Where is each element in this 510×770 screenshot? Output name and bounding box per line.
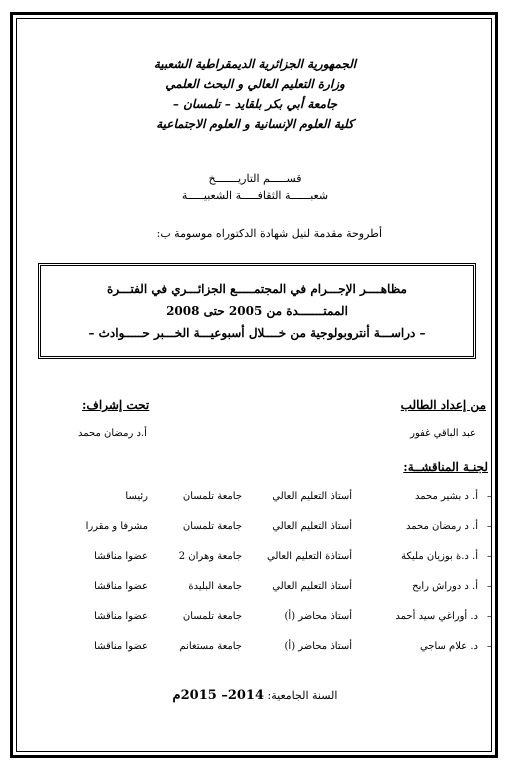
- member-name: أ. د.ة بوزيان مليكة: [401, 551, 478, 562]
- member-role: عضوا مناقشا: [94, 551, 148, 562]
- list-dash: –: [487, 491, 492, 502]
- member-rank: أستاذ التعليم العالي: [272, 521, 352, 532]
- member-university: جامعة تلمسان: [182, 611, 242, 622]
- department-block: [40, 170, 470, 204]
- republic-line: الجمهورية الجزائرية الديمقراطية الشعبية: [153, 57, 357, 71]
- thesis-intro: أطروحة مقدمة لنيل شهادة الدكتوراه موسومة ب:: [156, 227, 382, 240]
- member-name: د. أوراغي سيد أحمد: [395, 611, 478, 622]
- ministry-line: وزارة التعليم العالي و البحث العلمي: [165, 77, 345, 91]
- member-role: مشرفا و مقررا: [85, 521, 148, 532]
- member-university: جامعة البليدة: [188, 581, 242, 592]
- member-rank: أستاذة التعليم العالي: [267, 551, 352, 562]
- member-role: عضوا مناقشا: [94, 611, 148, 622]
- list-dash: –: [487, 521, 492, 532]
- member-rank: أستاذ التعليم العالي: [272, 581, 352, 592]
- list-dash: –: [487, 611, 492, 622]
- member-rank: أستاذ محاضر (أ): [284, 641, 352, 652]
- member-name: د. علام ساجي: [419, 641, 478, 652]
- thesis-title-box: [38, 263, 476, 359]
- member-rank: أستاذ محاضر (أ): [284, 611, 352, 622]
- list-dash: –: [487, 641, 492, 652]
- department-name: قســـــم التاريـــــــخ: [208, 172, 302, 185]
- prepared-by-label: من إعداد الطالب: [400, 398, 486, 412]
- supervision-label: تحت إشراف:: [82, 398, 150, 412]
- thesis-title-line-1: مظاهــــر الإجـــرام في المجتمـــــع الجزائـــري في الفتـــرة: [107, 282, 407, 296]
- committee-list: [18, 491, 492, 671]
- committee-row: [18, 551, 492, 581]
- thesis-title-line-2: الممتـــــــدة من 2005 حتى 2008: [166, 304, 348, 318]
- academic-year: [150, 688, 360, 703]
- committee-row: [18, 641, 492, 671]
- list-dash: –: [487, 551, 492, 562]
- committee-row: [18, 581, 492, 611]
- university-line: جامعة أبي بكر بلقايد – تلمسان –: [172, 97, 338, 111]
- member-role: عضوا مناقشا: [94, 641, 148, 652]
- faculty-line: كلية العلوم الإنسانية و العلوم الاجتماعية: [156, 117, 354, 131]
- list-dash: –: [487, 581, 492, 592]
- member-role: رئيسا: [125, 491, 148, 502]
- member-university: جامعة وهران 2: [178, 551, 242, 562]
- member-role: عضوا مناقشا: [94, 581, 148, 592]
- academic-year-label: السنة الجامعية:: [267, 689, 338, 702]
- member-university: جامعة مستغانم: [179, 641, 242, 652]
- member-rank: أستاذ التعليم العالي: [272, 491, 352, 502]
- institution-header: [40, 54, 470, 134]
- committee-label: لجنـة المناقشــة:: [403, 460, 488, 474]
- student-name: عبد الباقي غفور: [410, 428, 476, 439]
- member-name: أ. د رمضان محمد: [405, 521, 478, 532]
- member-name: أ. د دوراش رابح: [412, 581, 478, 592]
- committee-row: [18, 521, 492, 551]
- member-university: جامعة تلمسان: [182, 521, 242, 532]
- committee-row: [18, 491, 492, 521]
- supervisor-name: أ.د رمضان محمد: [78, 428, 147, 439]
- member-university: جامعة تلمسان: [182, 491, 242, 502]
- academic-year-value: 2014– 2015م: [172, 688, 265, 703]
- branch-name: شعبــــــة الثقافـــــة الشعبيـــــة: [181, 189, 329, 202]
- thesis-title-line-3: – دراســـة أنتروبولوجية من خــــلال أسبوعيـــة الخـــبر حـــــوادث –: [88, 326, 426, 340]
- committee-row: [18, 611, 492, 641]
- member-name: أ. د بشير محمد: [414, 491, 478, 502]
